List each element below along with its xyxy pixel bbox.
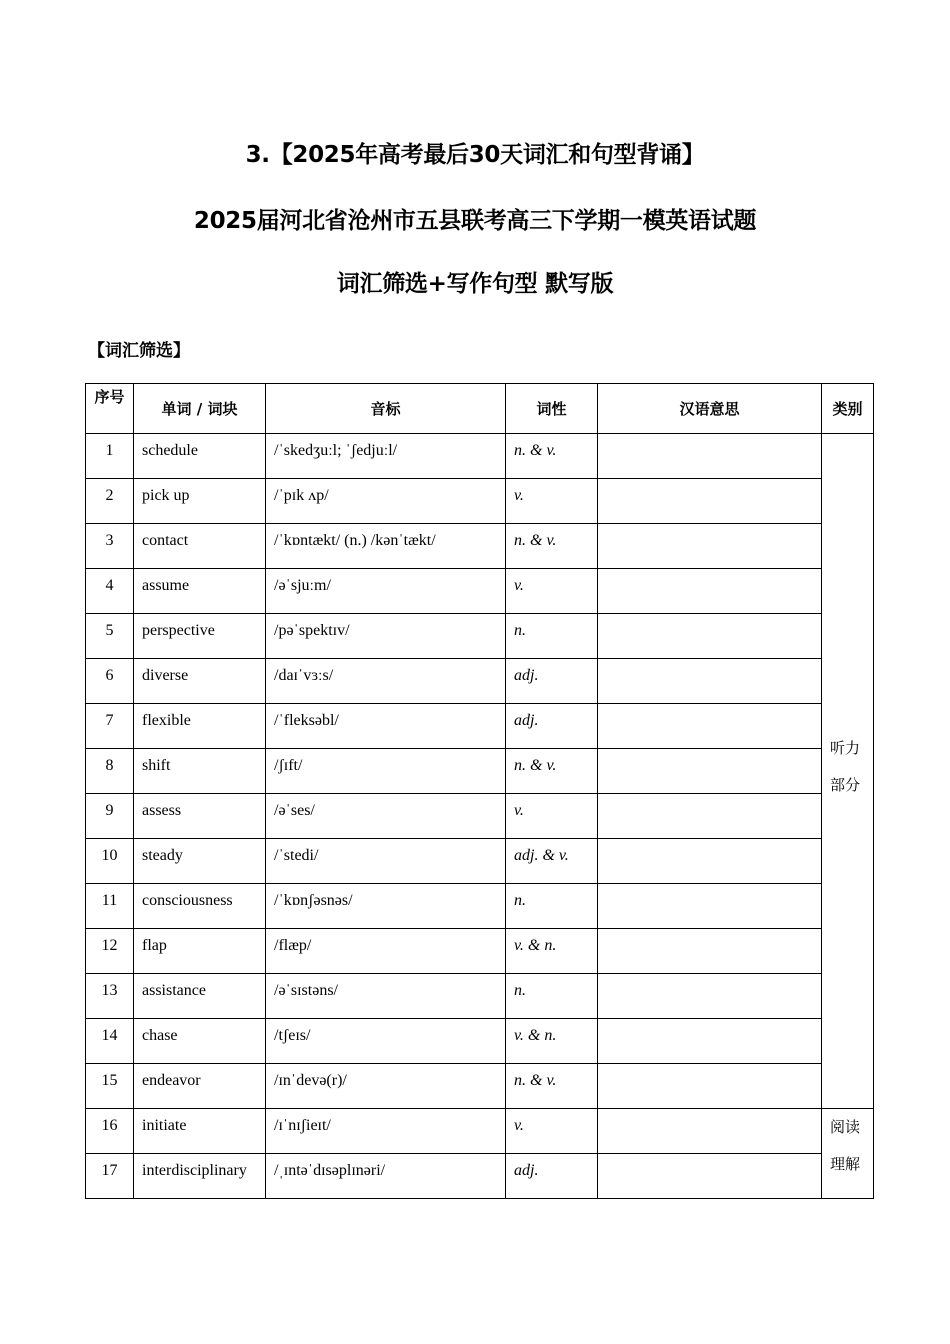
- row-number: 8: [105, 757, 114, 774]
- row-number-cell: [86, 839, 134, 884]
- row-part-of-speech-cell: [506, 974, 598, 1019]
- row-phonetic-cell: [266, 1109, 506, 1154]
- row-phonetic: /əˈsjuːm/: [274, 577, 331, 594]
- row-meaning-cell[interactable]: [598, 704, 822, 749]
- row-number-cell: [86, 704, 134, 749]
- row-word: flap: [142, 937, 167, 954]
- row-meaning: [598, 1109, 821, 1117]
- row-number-cell: [86, 524, 134, 569]
- row-meaning-cell[interactable]: [598, 524, 822, 569]
- row-word: perspective: [142, 622, 215, 639]
- row-word: contact: [142, 532, 189, 549]
- table-row: [86, 839, 874, 884]
- row-number-cell: [86, 749, 134, 794]
- row-word: pick up: [142, 487, 190, 504]
- row-part-of-speech-cell: [506, 794, 598, 839]
- row-part-of-speech-cell: [506, 1109, 598, 1154]
- row-number: 6: [105, 667, 114, 684]
- category-reading-line1: 阅读: [830, 1118, 861, 1136]
- row-part-of-speech: n. & v.: [514, 532, 557, 549]
- table-row: [86, 929, 874, 974]
- row-meaning-cell[interactable]: [598, 569, 822, 614]
- row-part-of-speech: adj.: [514, 712, 539, 729]
- row-phonetic: /ˌɪntəˈdɪsəplɪnəri/: [274, 1162, 386, 1179]
- row-word: endeavor: [142, 1072, 201, 1089]
- row-part-of-speech: n.: [514, 892, 526, 909]
- row-part-of-speech: v. & n.: [514, 937, 557, 954]
- row-number: 17: [101, 1162, 118, 1179]
- row-word-cell: [134, 614, 266, 659]
- row-word-cell: [134, 659, 266, 704]
- row-meaning: [598, 569, 821, 577]
- row-number: 16: [101, 1117, 118, 1134]
- row-number-cell: [86, 569, 134, 614]
- row-meaning: [598, 1154, 821, 1162]
- row-word: assistance: [142, 982, 206, 999]
- row-phonetic-cell: [266, 839, 506, 884]
- row-meaning: [598, 1019, 821, 1027]
- row-number: 2: [105, 487, 114, 504]
- table-row: [86, 524, 874, 569]
- row-word-cell: [134, 434, 266, 479]
- row-word-cell: [134, 974, 266, 1019]
- row-meaning-cell[interactable]: [598, 434, 822, 479]
- row-meaning: [598, 434, 821, 442]
- row-part-of-speech-cell: [506, 749, 598, 794]
- row-number: 10: [101, 847, 118, 864]
- table-row: [86, 569, 874, 614]
- row-phonetic: /ɪˈnɪʃieɪt/: [274, 1117, 331, 1134]
- row-meaning-cell[interactable]: [598, 1109, 822, 1154]
- title-line-3: 词汇筛选+写作句型 默写版: [336, 271, 614, 297]
- category-reading: [822, 1109, 874, 1199]
- table-row: [86, 1064, 874, 1109]
- row-part-of-speech: v.: [514, 577, 524, 594]
- row-meaning: [598, 794, 821, 802]
- row-phonetic-cell: [266, 659, 506, 704]
- row-number: 9: [105, 802, 114, 819]
- row-part-of-speech-cell: [506, 1019, 598, 1064]
- header-category: 类别: [822, 384, 874, 434]
- table-row: [86, 434, 874, 479]
- row-phonetic-cell: [266, 524, 506, 569]
- table-row: [86, 1154, 874, 1199]
- row-number-cell: [86, 884, 134, 929]
- row-phonetic-cell: [266, 614, 506, 659]
- table-row: [86, 974, 874, 1019]
- row-part-of-speech: n.: [514, 622, 526, 639]
- row-part-of-speech: adj.: [514, 1162, 539, 1179]
- row-phonetic-cell: [266, 1064, 506, 1109]
- title-line-1: 3.【2025年高考最后30天词汇和句型背诵】: [245, 142, 705, 168]
- header-word: 单词 / 词块: [134, 384, 266, 434]
- row-number-cell: [86, 929, 134, 974]
- row-word-cell: [134, 839, 266, 884]
- row-meaning-cell[interactable]: [598, 794, 822, 839]
- row-word: assume: [142, 577, 190, 594]
- row-word-cell: [134, 929, 266, 974]
- row-meaning: [598, 749, 821, 757]
- row-meaning-cell[interactable]: [598, 929, 822, 974]
- row-number: 3: [105, 532, 114, 549]
- row-word-cell: [134, 524, 266, 569]
- row-word: chase: [142, 1027, 178, 1044]
- row-word: shift: [142, 757, 171, 774]
- row-meaning: [598, 479, 821, 487]
- row-number-cell: [86, 614, 134, 659]
- table-row: [86, 884, 874, 929]
- row-word-cell: [134, 479, 266, 524]
- row-meaning-cell[interactable]: [598, 884, 822, 929]
- row-part-of-speech-cell: [506, 524, 598, 569]
- row-phonetic-cell: [266, 974, 506, 1019]
- row-phonetic: /daɪˈvɜːs/: [274, 667, 334, 684]
- row-part-of-speech-cell: [506, 1154, 598, 1199]
- row-meaning: [598, 884, 821, 892]
- row-word: schedule: [142, 442, 198, 459]
- row-word: consciousness: [142, 892, 233, 909]
- row-part-of-speech-cell: [506, 434, 598, 479]
- row-meaning: [598, 524, 821, 532]
- row-part-of-speech-cell: [506, 569, 598, 614]
- row-number-cell: [86, 1109, 134, 1154]
- row-part-of-speech-cell: [506, 659, 598, 704]
- row-phonetic-cell: [266, 794, 506, 839]
- row-number-cell: [86, 974, 134, 1019]
- row-number: 12: [101, 937, 118, 954]
- row-part-of-speech-cell: [506, 884, 598, 929]
- row-word: diverse: [142, 667, 189, 684]
- table-header-row: [86, 384, 874, 434]
- row-phonetic: /ˈkɒntækt/ (n.) /kənˈtækt/: [274, 532, 436, 549]
- row-meaning: [598, 704, 821, 712]
- row-number-cell: [86, 1064, 134, 1109]
- row-phonetic: /ˈskedʒuːl; ˈʃedjuːl/: [274, 442, 398, 459]
- row-meaning-cell[interactable]: [598, 749, 822, 794]
- vocabulary-table: [85, 383, 874, 1199]
- row-number: 4: [105, 577, 114, 594]
- table-row: [86, 749, 874, 794]
- row-number: 13: [101, 982, 118, 999]
- row-word-cell: [134, 1154, 266, 1199]
- row-phonetic-cell: [266, 704, 506, 749]
- row-word: initiate: [142, 1117, 187, 1134]
- row-word: assess: [142, 802, 182, 819]
- table-row: [86, 704, 874, 749]
- row-number: 7: [105, 712, 114, 729]
- section-label: 【词汇筛选】: [88, 341, 190, 361]
- row-meaning: [598, 974, 821, 982]
- header-phonetic: 音标: [266, 384, 506, 434]
- row-number-cell: [86, 1154, 134, 1199]
- table-row: [86, 1019, 874, 1064]
- table-row: [86, 794, 874, 839]
- row-word-cell: [134, 569, 266, 614]
- row-meaning-cell[interactable]: [598, 614, 822, 659]
- row-phonetic-cell: [266, 569, 506, 614]
- row-word-cell: [134, 1109, 266, 1154]
- table-row: [86, 1109, 874, 1154]
- row-phonetic-cell: [266, 884, 506, 929]
- row-meaning-cell[interactable]: [598, 974, 822, 1019]
- row-part-of-speech: v.: [514, 487, 524, 504]
- row-phonetic: /ˈfleksəbl/: [274, 712, 339, 729]
- row-meaning: [598, 659, 821, 667]
- row-phonetic-cell: [266, 929, 506, 974]
- row-number: 1: [105, 442, 114, 459]
- row-meaning: [598, 1064, 821, 1072]
- row-part-of-speech-cell: [506, 839, 598, 884]
- row-part-of-speech: n. & v.: [514, 442, 557, 459]
- table-row: [86, 479, 874, 524]
- row-word: steady: [142, 847, 183, 864]
- row-phonetic: /ˈstedi/: [274, 847, 319, 864]
- row-number: 11: [101, 892, 118, 909]
- row-word-cell: [134, 704, 266, 749]
- row-part-of-speech: adj. & v.: [514, 847, 569, 864]
- row-number: 5: [105, 622, 114, 639]
- row-meaning-cell[interactable]: [598, 839, 822, 884]
- header-part-of-speech: 词性: [506, 384, 598, 434]
- row-meaning-cell[interactable]: [598, 479, 822, 524]
- row-part-of-speech: v.: [514, 802, 524, 819]
- row-phonetic: /flæp/: [274, 937, 312, 954]
- row-phonetic: /ˈpɪk ʌp/: [274, 487, 329, 504]
- row-phonetic-cell: [266, 479, 506, 524]
- category-listening: [822, 434, 874, 1109]
- row-word-cell: [134, 1064, 266, 1109]
- row-word-cell: [134, 749, 266, 794]
- row-phonetic-cell: [266, 1019, 506, 1064]
- category-reading-line2: 理解: [830, 1155, 861, 1173]
- row-word-cell: [134, 884, 266, 929]
- row-number-cell: [86, 659, 134, 704]
- row-phonetic-cell: [266, 749, 506, 794]
- category-listening-line1: 听力: [830, 739, 861, 757]
- row-part-of-speech: n.: [514, 982, 526, 999]
- row-part-of-speech-cell: [506, 929, 598, 974]
- row-phonetic: /ɪnˈdevə(r)/: [274, 1072, 347, 1089]
- row-number-cell: [86, 794, 134, 839]
- row-phonetic: /əˈsɪstəns/: [274, 982, 338, 999]
- row-part-of-speech-cell: [506, 704, 598, 749]
- header-number: 序号: [86, 384, 134, 434]
- row-number-cell: [86, 479, 134, 524]
- title-line-2: 2025届河北省沧州市五县联考高三下学期一模英语试题: [193, 208, 757, 234]
- row-phonetic: /ˈkɒnʃəsnəs/: [274, 892, 353, 909]
- row-number: 14: [101, 1027, 118, 1044]
- row-phonetic: /ʃɪft/: [274, 757, 303, 774]
- row-number: 15: [101, 1072, 118, 1089]
- row-phonetic: /əˈses/: [274, 802, 315, 819]
- row-part-of-speech: v. & n.: [514, 1027, 557, 1044]
- row-word: flexible: [142, 712, 191, 729]
- row-part-of-speech-cell: [506, 479, 598, 524]
- row-part-of-speech: n. & v.: [514, 757, 557, 774]
- row-part-of-speech: n. & v.: [514, 1072, 557, 1089]
- row-meaning: [598, 614, 821, 622]
- table-row: [86, 614, 874, 659]
- row-part-of-speech: adj.: [514, 667, 539, 684]
- category-listening-line2: 部分: [830, 776, 861, 794]
- row-part-of-speech-cell: [506, 1064, 598, 1109]
- row-meaning-cell[interactable]: [598, 1154, 822, 1199]
- row-phonetic: /tʃeɪs/: [274, 1027, 311, 1044]
- row-phonetic-cell: [266, 434, 506, 479]
- row-number-cell: [86, 1019, 134, 1064]
- row-number-cell: [86, 434, 134, 479]
- row-word-cell: [134, 1019, 266, 1064]
- row-word: interdisciplinary: [142, 1162, 247, 1179]
- row-meaning: [598, 839, 821, 847]
- row-meaning-cell[interactable]: [598, 1019, 822, 1064]
- row-part-of-speech: v.: [514, 1117, 524, 1134]
- row-meaning: [598, 929, 821, 937]
- row-phonetic: /pəˈspektɪv/: [274, 622, 350, 639]
- row-phonetic-cell: [266, 1154, 506, 1199]
- header-meaning: 汉语意思: [598, 384, 822, 434]
- table-row: [86, 659, 874, 704]
- row-part-of-speech-cell: [506, 614, 598, 659]
- row-word-cell: [134, 794, 266, 839]
- row-meaning-cell[interactable]: [598, 1064, 822, 1109]
- row-meaning-cell[interactable]: [598, 659, 822, 704]
